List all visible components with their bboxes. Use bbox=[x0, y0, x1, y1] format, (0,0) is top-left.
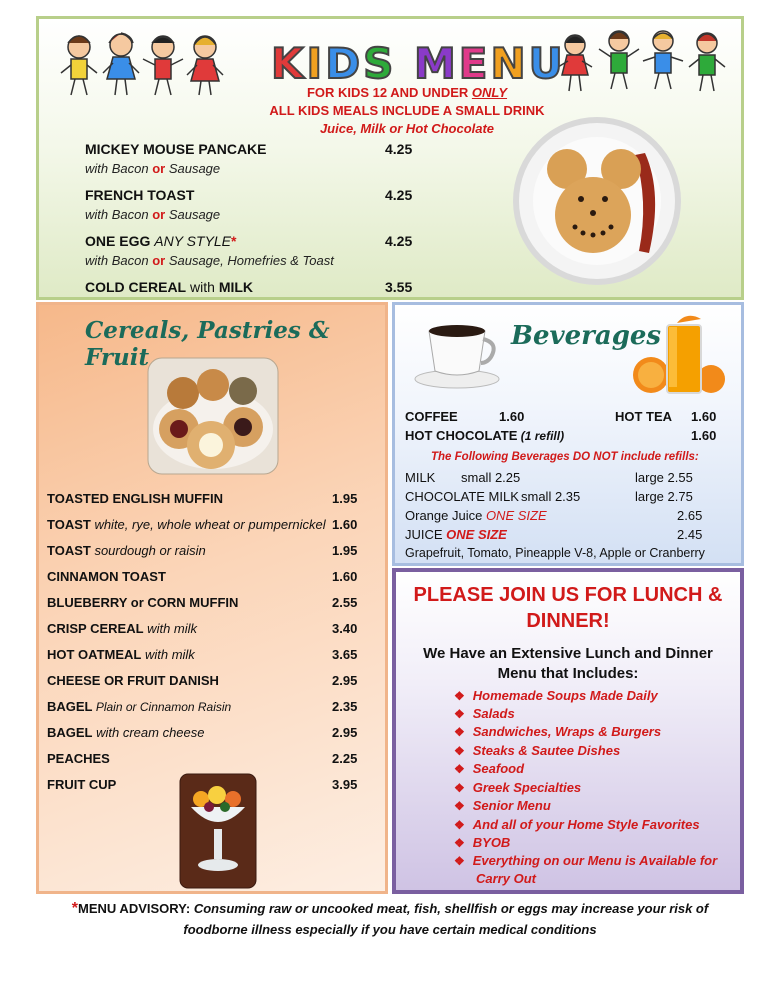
cereal-item-price: 2.55 bbox=[332, 595, 358, 610]
kids-menu-title: KIDS MENU bbox=[271, 39, 566, 88]
cereal-item-name: BAGEL with cream cheese bbox=[47, 725, 205, 740]
lunch-list-item: ❖ Everything on our Menu is Available for bbox=[454, 853, 718, 868]
bev-orange-juice: Orange Juice ONE SIZE bbox=[405, 508, 547, 523]
cereal-item-name: BLUEBERRY or CORN MUFFIN bbox=[47, 595, 239, 610]
bev-no-refill-note: The Following Beverages DO NOT include refills: bbox=[431, 451, 699, 463]
cereal-item-price: 3.65 bbox=[332, 647, 358, 662]
kids-age-note: FOR KIDS 12 AND UNDER ONLY bbox=[306, 85, 508, 100]
lunch-list-item: ❖ Steaks & Sautee Dishes bbox=[454, 743, 621, 758]
kids-item-desc: with Bacon or Sausage bbox=[85, 161, 221, 176]
cereal-item-price: 1.95 bbox=[332, 491, 358, 506]
bev-chocolate-milk: CHOCOLATE MILK bbox=[405, 489, 519, 504]
kids-clipart-right bbox=[547, 23, 737, 103]
cereal-item-price: 2.35 bbox=[332, 699, 358, 714]
kids-menu-panel bbox=[36, 16, 744, 300]
cereal-item-name: BAGEL Plain or Cinnamon Raisin bbox=[47, 699, 232, 714]
bev-juice: JUICE ONE SIZE bbox=[405, 527, 507, 542]
kids-item-desc: with Bacon or Sausage, Homefries & Toast bbox=[85, 253, 334, 268]
cereal-item-name: TOASTED ENGLISH MUFFIN bbox=[47, 491, 223, 506]
lunch-list-item: ❖ BYOB bbox=[454, 835, 511, 850]
bev-milk-large: large 2.55 bbox=[635, 470, 693, 485]
kids-item-desc: with Bacon or Sausage bbox=[85, 207, 221, 222]
bev-hot-chocolate-price: 1.60 bbox=[691, 428, 717, 443]
bev-juice-flavors: Grapefruit, Tomato, Pineapple V-8, Apple or Cranberry bbox=[405, 546, 705, 560]
beverages-panel bbox=[392, 302, 744, 566]
kids-item-price: 3.55 bbox=[385, 279, 413, 295]
cereal-item-name: TOAST sourdough or raisin bbox=[47, 543, 206, 558]
cereal-item-price: 1.60 bbox=[332, 569, 358, 584]
bev-tea-price: 1.60 bbox=[691, 409, 717, 424]
kids-item-price: 4.25 bbox=[385, 187, 413, 203]
cereal-item-price: 1.95 bbox=[332, 543, 358, 558]
lunch-list-item: ❖ Seafood bbox=[454, 761, 525, 776]
orange-juice-photo bbox=[631, 313, 727, 397]
beverages-title: Beverages bbox=[511, 321, 662, 351]
bev-tea: HOT TEA bbox=[615, 409, 673, 424]
cereal-item-price: 3.40 bbox=[332, 621, 358, 636]
diamond-bullet-icon: ❖ bbox=[454, 725, 465, 739]
bev-chocolate-milk-large: large 2.75 bbox=[635, 489, 693, 504]
diamond-bullet-icon: ❖ bbox=[454, 781, 465, 795]
diamond-bullet-icon: ❖ bbox=[454, 836, 465, 850]
cereal-item-name: CINNAMON TOAST bbox=[47, 569, 166, 584]
pancake-plate-photo bbox=[509, 113, 685, 289]
diamond-bullet-icon: ❖ bbox=[454, 762, 465, 776]
kids-drink-note: ALL KIDS MEALS INCLUDE A SMALL DRINK bbox=[269, 103, 545, 118]
cereal-item-name: TOAST white, rye, whole wheat or pumpernickel bbox=[47, 517, 326, 532]
cereal-item-name: CRISP CEREAL with milk bbox=[47, 621, 198, 636]
lunch-list-item-continued: Carry Out bbox=[476, 871, 536, 886]
cereal-item-price: 3.95 bbox=[332, 777, 358, 792]
diamond-bullet-icon: ❖ bbox=[454, 799, 465, 813]
kids-drink-options: Juice, Milk or Hot Chocolate bbox=[319, 121, 495, 136]
cereals-title: Cereals, Pastries & Fruit bbox=[85, 317, 330, 371]
kids-item-price: 4.25 bbox=[385, 141, 413, 157]
coffee-cup-photo bbox=[413, 317, 503, 389]
diamond-bullet-icon: ❖ bbox=[454, 689, 465, 703]
bev-coffee: COFFEE bbox=[405, 409, 458, 424]
bev-juice-price: 2.45 bbox=[677, 527, 703, 542]
cereal-item-name: FRUIT CUP bbox=[47, 777, 117, 792]
lunch-list-item: ❖ Greek Specialties bbox=[454, 780, 582, 795]
menu-advisory-line2: foodborne illness especially if you have certain medical conditions bbox=[183, 922, 597, 937]
lunch-list-item: ❖ Salads bbox=[454, 706, 515, 721]
bev-milk-small: small 2.25 bbox=[461, 470, 521, 485]
bev-orange-juice-price: 2.65 bbox=[677, 508, 703, 523]
lunch-dinner-panel bbox=[392, 568, 744, 894]
cereal-item-name: HOT OATMEAL with milk bbox=[47, 647, 195, 662]
cereal-item-name: CHEESE OR FRUIT DANISH bbox=[47, 673, 219, 688]
cereals-panel bbox=[36, 302, 388, 894]
lunch-list-item: ❖ Sandwiches, Wraps & Burgers bbox=[454, 724, 662, 739]
bev-coffee-price: 1.60 bbox=[499, 409, 525, 424]
lunch-title: PLEASE JOIN US FOR LUNCH & DINNER! bbox=[413, 584, 723, 632]
cereal-item-price: 2.95 bbox=[332, 725, 358, 740]
lunch-list-item: ❖ Homemade Soups Made Daily bbox=[454, 688, 658, 703]
bev-milk: MILK bbox=[405, 470, 436, 485]
kids-item-name: MICKEY MOUSE PANCAKE bbox=[85, 141, 267, 157]
kids-item-name: FRENCH TOAST bbox=[85, 187, 195, 203]
kids-item-price: 4.25 bbox=[385, 233, 413, 249]
kids-item-name: COLD CEREAL with MILK bbox=[85, 279, 254, 295]
kids-item-name: ONE EGG ANY STYLE* bbox=[85, 233, 237, 249]
lunch-list-item: ❖ And all of your Home Style Favorites bbox=[454, 817, 700, 832]
diamond-bullet-icon: ❖ bbox=[454, 854, 465, 868]
cereal-item-name: PEACHES bbox=[47, 751, 110, 766]
kids-clipart-left bbox=[49, 25, 249, 103]
cereal-item-price: 2.95 bbox=[332, 673, 358, 688]
bev-chocolate-milk-small: small 2.35 bbox=[521, 489, 581, 504]
diamond-bullet-icon: ❖ bbox=[454, 744, 465, 758]
bev-hot-chocolate: HOT CHOCOLATE (1 refill) bbox=[405, 428, 565, 443]
cereal-item-price: 1.60 bbox=[332, 517, 358, 532]
diamond-bullet-icon: ❖ bbox=[454, 818, 465, 832]
lunch-intro: We Have an Extensive Lunch and Dinner Menu that Includes: bbox=[423, 645, 713, 682]
pastries-photo bbox=[147, 357, 279, 475]
lunch-list-item: ❖ Senior Menu bbox=[454, 798, 551, 813]
menu-advisory-line1: *MENU ADVISORY: Consuming raw or uncooked meat, fish, shellfish or eggs may increase your risk of bbox=[71, 900, 709, 917]
cereal-item-price: 2.25 bbox=[332, 751, 358, 766]
diamond-bullet-icon: ❖ bbox=[454, 707, 465, 721]
fruit-cup-photo bbox=[179, 773, 257, 889]
